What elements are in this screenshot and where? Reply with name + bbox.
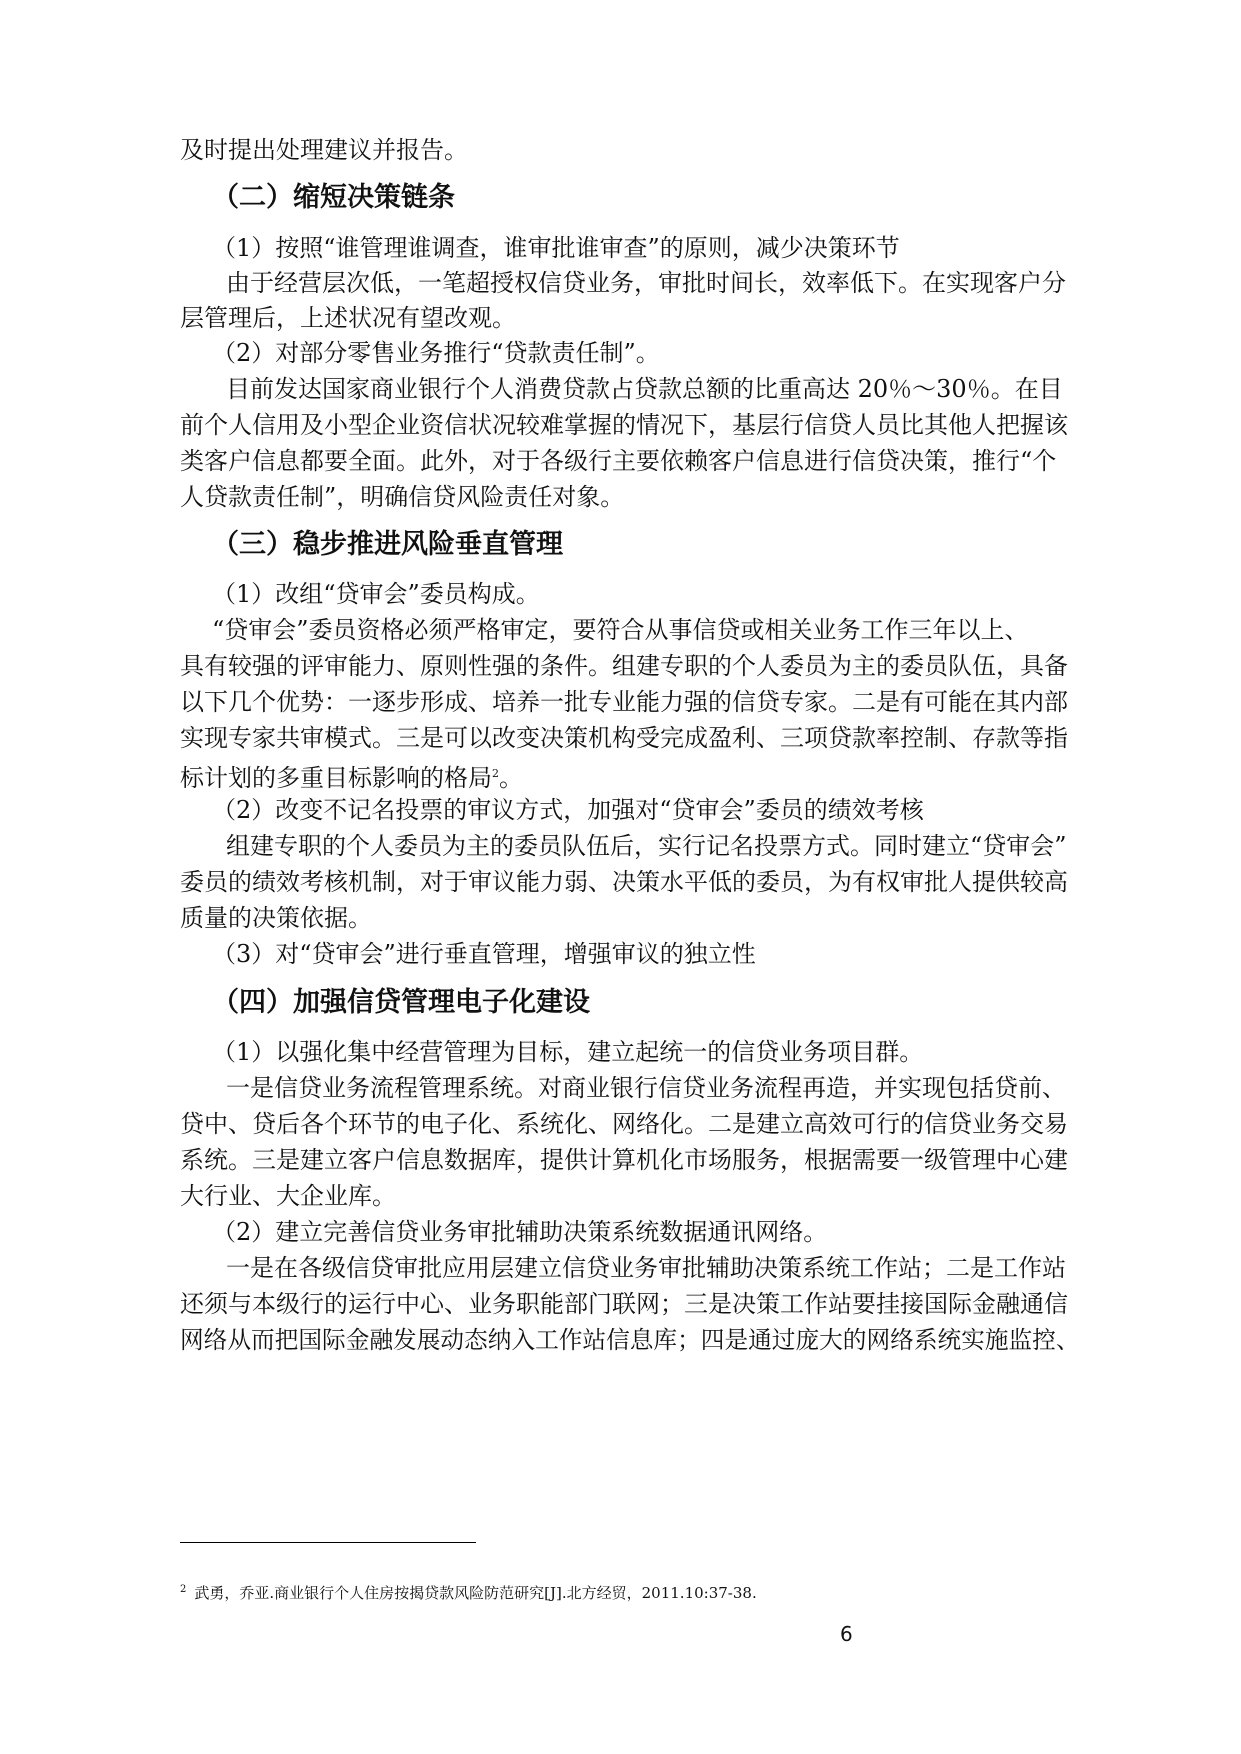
- paragraph-line: 层管理后，上述状况有望改观。: [180, 304, 516, 332]
- paragraph-line: 组建专职的个人委员为主的委员队伍后，实行记名投票方式。同时建立“贷审会”: [226, 832, 1067, 860]
- subheading-line: （3）对“贷审会”进行垂直管理，增强审议的独立性: [212, 940, 756, 968]
- paragraph-line: 一是在各级信贷审批应用层建立信贷业务审批辅助决策系统工作站；二是工作站: [226, 1254, 1066, 1282]
- subheading-line: （2）改变不记名投票的审议方式，加强对“贷审会”委员的绩效考核: [212, 796, 924, 824]
- paragraph-line: 系统。三是建立客户信息数据库，提供计算机化市场服务，根据需要一级管理中心建: [180, 1146, 1068, 1174]
- page-number: 6: [840, 1622, 853, 1646]
- paragraph-line: “贷审会”委员资格必须严格审定，要符合从事信贷或相关业务工作三年以上、: [212, 616, 1029, 644]
- subheading-line: （1）按照“谁管理谁调查，谁审批谁审查”的原则，减少决策环节: [212, 234, 900, 262]
- paragraph-line: 实现专家共审模式。三是可以改变决策机构受完成盈利、三项贷款率控制、存款等指: [180, 724, 1068, 752]
- footnote-reference: 2: [492, 767, 499, 780]
- paragraph-line: 质量的决策依据。: [180, 904, 372, 932]
- paragraph-line: 前个人信用及小型企业资信状况较难掌握的情况下，基层行信贷人员比其他人把握该: [180, 411, 1068, 439]
- paragraph-line: 人贷款责任制”，明确信贷风险责任对象。: [180, 483, 625, 511]
- paragraph-text: 。: [499, 764, 523, 792]
- paragraph-line: [180, 759, 523, 793]
- paragraph-line: 及时提出处理建议并报告。: [180, 136, 468, 164]
- footnote-separator: [180, 1542, 476, 1543]
- footnote-text: 武勇，乔亚.商业银行个人住房按揭贷款风险防范研究[J].北方经贸，2011.10:37-38.: [194, 1584, 757, 1602]
- subheading-line: （2）建立完善信贷业务审批辅助决策系统数据通讯网络。: [212, 1218, 828, 1246]
- subheading-line: （2）对部分零售业务推行“贷款责任制”。: [212, 339, 660, 367]
- footnote-marker: 2: [180, 1584, 187, 1595]
- paragraph-line: 类客户信息都要全面。此外，对于各级行主要依赖客户信息进行信贷决策，推行“个: [180, 447, 1057, 475]
- paragraph-line: 网络从而把国际金融发展动态纳入工作站信息库；四是通过庞大的网络系统实施监控、: [180, 1326, 1080, 1354]
- subheading-line: （1）以强化集中经营管理为目标，建立起统一的信贷业务项目群。: [212, 1038, 924, 1066]
- subheading-line: （1）改组“贷审会”委员构成。: [212, 580, 540, 608]
- paragraph-line: 具有较强的评审能力、原则性强的条件。组建专职的个人委员为主的委员队伍，具备: [180, 652, 1068, 680]
- paragraph-text: 标计划的多重目标影响的格局: [180, 764, 492, 792]
- paragraph-line: 还须与本级行的运行中心、业务职能部门联网；三是决策工作站要挂接国际金融通信: [180, 1290, 1068, 1318]
- section-heading: （二）缩短决策链条: [212, 182, 455, 213]
- paragraph-line: 目前发达国家商业银行个人消费贷款占贷款总额的比重高达 20％～30％。在目: [226, 375, 1063, 403]
- paragraph-line: 委员的绩效考核机制，对于审议能力弱、决策水平低的委员，为有权审批人提供较高: [180, 868, 1068, 896]
- paragraph-line: 一是信贷业务流程管理系统。对商业银行信贷业务流程再造，并实现包括贷前、: [226, 1074, 1066, 1102]
- footnote: [180, 1580, 757, 1603]
- paragraph-line: 由于经营层次低，一笔超授权信贷业务，审批时间长，效率低下。在实现客户分: [226, 269, 1066, 297]
- paragraph-line: 贷中、贷后各个环节的电子化、系统化、网络化。二是建立高效可行的信贷业务交易: [180, 1110, 1068, 1138]
- section-heading: （三）稳步推进风险垂直管理: [212, 529, 563, 560]
- paragraph-line: 以下几个优势：一逐步形成、培养一批专业能力强的信贷专家。二是有可能在其内部: [180, 688, 1068, 716]
- paragraph-line: 大行业、大企业库。: [180, 1182, 396, 1210]
- section-heading: （四）加强信贷管理电子化建设: [212, 987, 590, 1018]
